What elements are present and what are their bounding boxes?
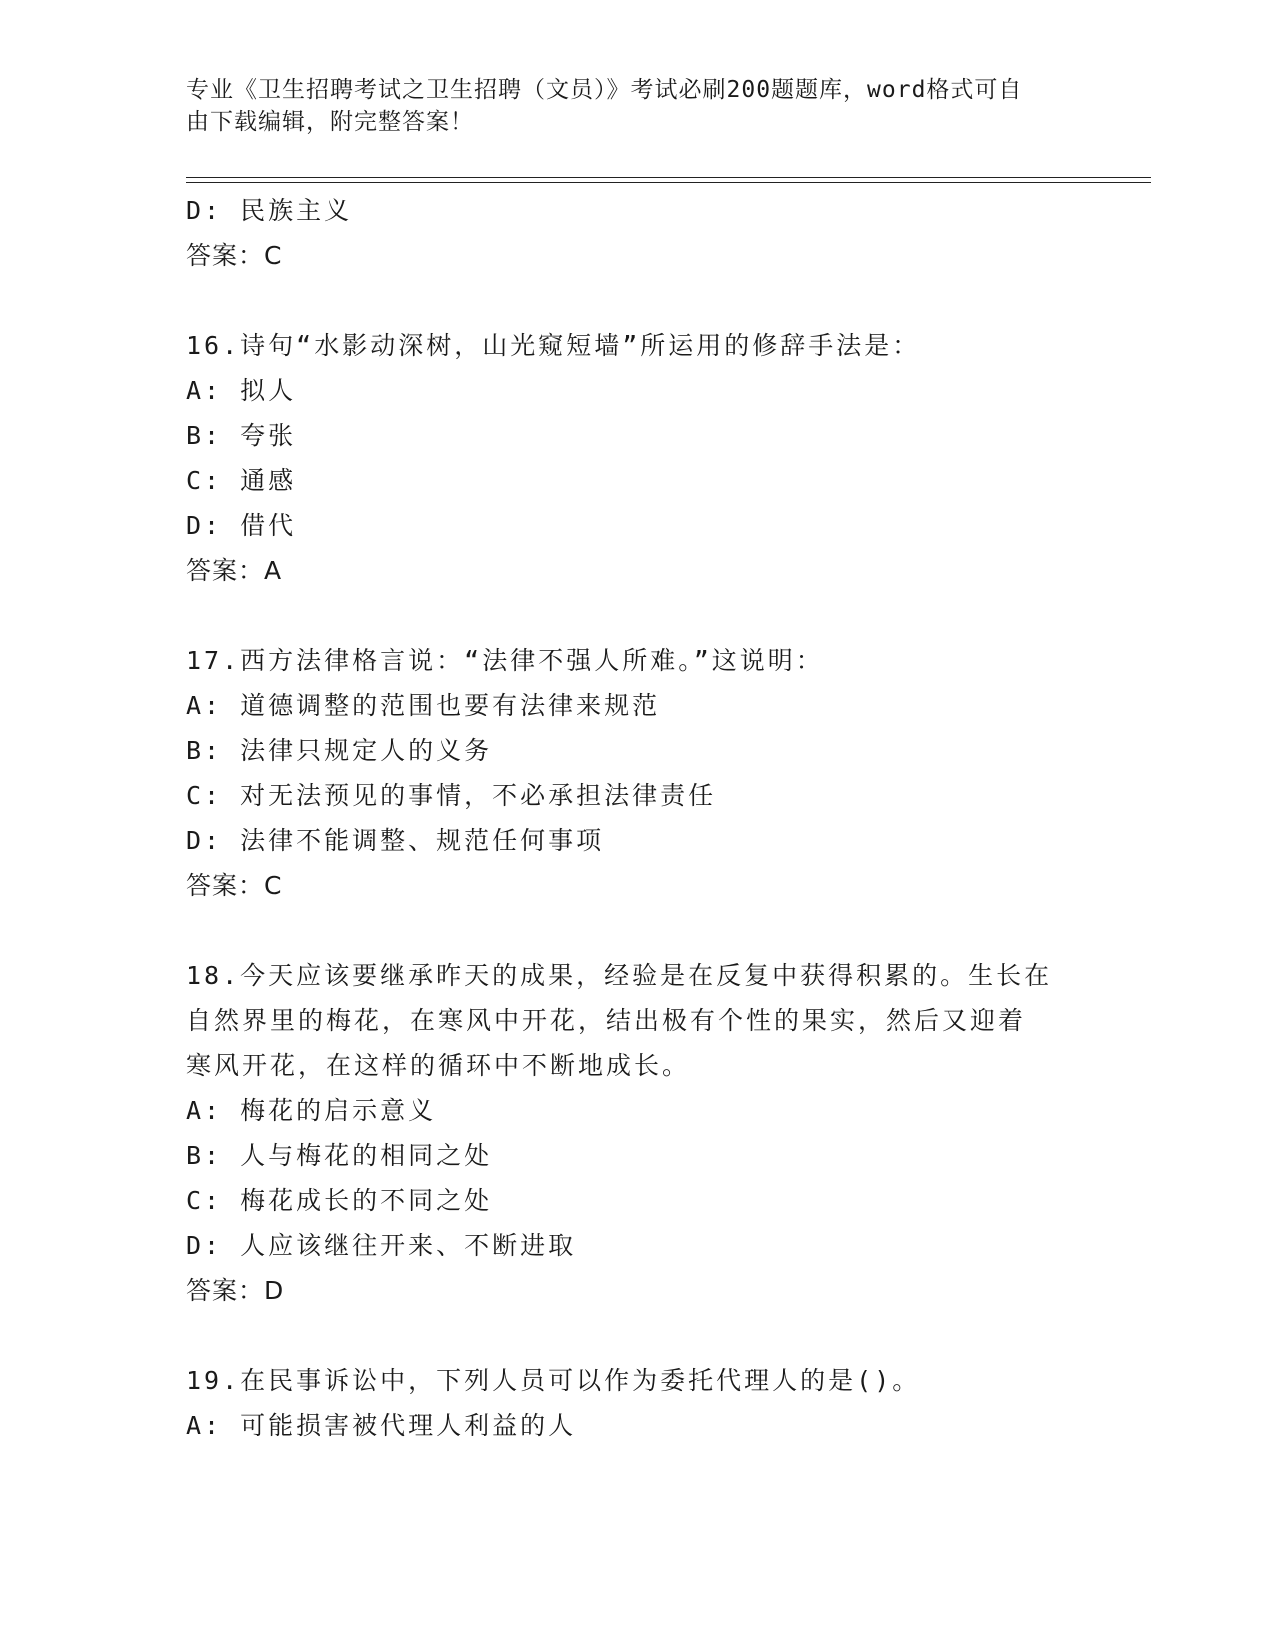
- option-a: A: 梅花的启示意义: [186, 1096, 437, 1125]
- question-18: [186, 953, 1086, 1313]
- option-c: C: 对无法预见的事情，不必承担法律责任: [186, 781, 717, 810]
- question-list: [186, 188, 1086, 1448]
- question-stem: 17.西方法律格言说：“法律不强人所难。”这说明：: [186, 646, 824, 675]
- option-d: D: 法律不能调整、规范任何事项: [186, 826, 605, 855]
- option-c: C: 梅花成长的不同之处: [186, 1186, 493, 1215]
- header-rule-top: [186, 177, 1151, 178]
- option-a: A: 道德调整的范围也要有法律来规范: [186, 691, 661, 720]
- question-19: [186, 1358, 1086, 1448]
- option-c: C: 通感: [186, 466, 297, 495]
- question-16: [186, 323, 1086, 593]
- question-stem: 19.在民事诉讼中，下列人员可以作为委托代理人的是()。: [186, 1366, 921, 1395]
- option-b: B: 法律只规定人的义务: [186, 736, 493, 765]
- answer-line: 答案：A: [186, 556, 283, 585]
- question-stem: 16.诗句“水影动深树，山光窥短墙”所运用的修辞手法是：: [186, 331, 921, 360]
- answer-line: 答案：D: [186, 1276, 285, 1305]
- option-d: D: 借代: [186, 511, 297, 540]
- answer-line: 答案：C: [186, 241, 283, 270]
- option-d: D: 人应该继往开来、不断进取: [186, 1231, 577, 1260]
- question-stem-line-2: 自然界里的梅花，在寒风中开花，结出极有个性的果实，然后又迎着: [186, 1006, 1027, 1035]
- question-17: [186, 638, 1086, 908]
- header-line-2: 由下载编辑，附完整答案！: [186, 109, 474, 135]
- question-stem-line-1: 18.今天应该要继承昨天的成果，经验是在反复中获得积累的。生长在: [186, 961, 1053, 990]
- answer-line: 答案：C: [186, 871, 283, 900]
- option-d: D: 民族主义: [186, 196, 353, 225]
- option-a: A: 拟人: [186, 376, 297, 405]
- question-15-tail: [186, 188, 1086, 278]
- option-b: B: 夸张: [186, 421, 297, 450]
- document-header: [186, 74, 1066, 138]
- question-stem-line-3: 寒风开花，在这样的循环中不断地成长。: [186, 1051, 691, 1080]
- header-rule-bottom: [186, 182, 1151, 183]
- option-a: A: 可能损害被代理人利益的人: [186, 1411, 577, 1440]
- option-b: B: 人与梅花的相同之处: [186, 1141, 493, 1170]
- header-line-1: 专业《卫生招聘考试之卫生招聘（文员）》考试必刷200题题库，word格式可自: [186, 77, 1023, 103]
